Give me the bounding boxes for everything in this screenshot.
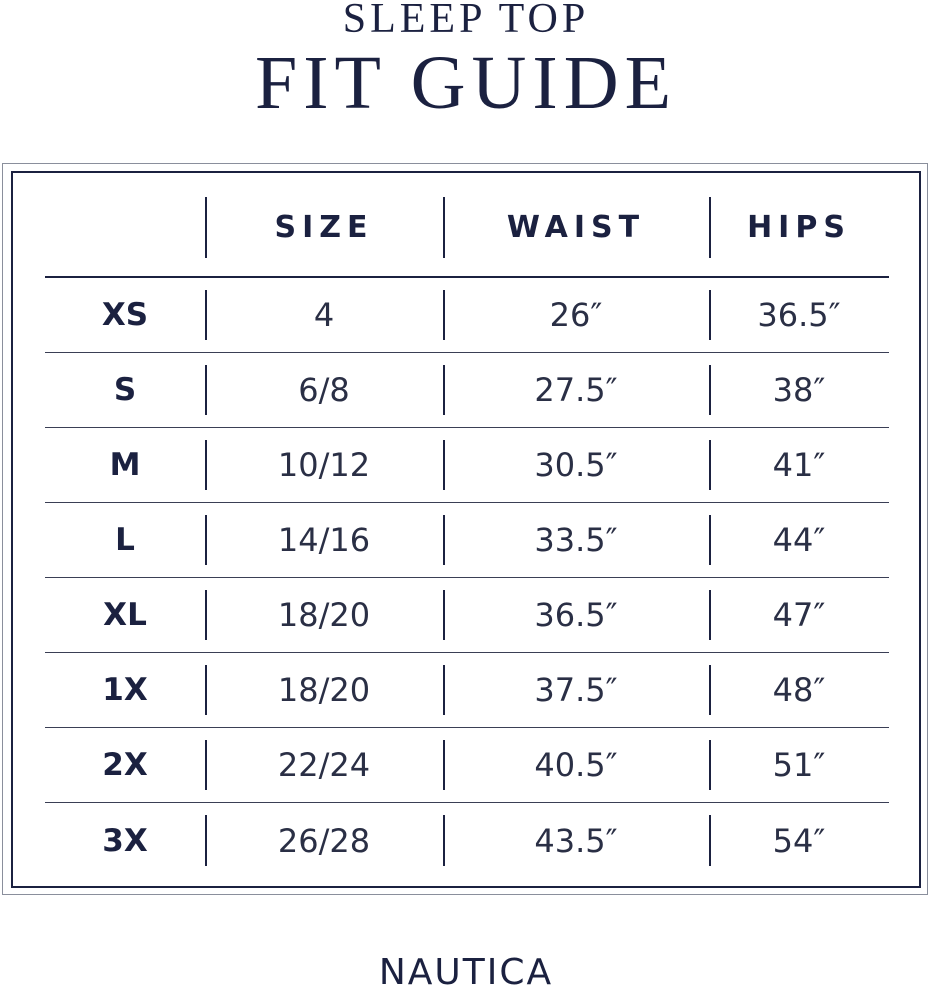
hips-cell (709, 428, 889, 502)
hips-cell (709, 353, 889, 427)
table-row (45, 578, 889, 653)
hips-cell (709, 653, 889, 727)
row-label-cell (45, 278, 205, 352)
header-size (205, 195, 443, 276)
row-label: XL (103, 597, 147, 633)
header-waist-label: WAIST (506, 210, 646, 245)
waist-cell (443, 803, 709, 878)
size-cell (205, 278, 443, 352)
size-cell (205, 428, 443, 502)
hips-cell (709, 578, 889, 652)
hips-cell (709, 803, 889, 878)
hips-cell (709, 728, 889, 802)
brand-logo: NAUTICA (378, 952, 554, 993)
waist-value: 33.5″ (534, 521, 618, 559)
header-hips-label: HIPS (747, 210, 851, 245)
table-row (45, 503, 889, 578)
row-label-cell (45, 578, 205, 652)
row-label-cell (45, 803, 205, 878)
title-line-2: FIT GUIDE (254, 41, 677, 125)
size-cell (205, 578, 443, 652)
row-label: 1X (102, 672, 148, 708)
hips-value: 48″ (772, 671, 826, 709)
waist-cell (443, 653, 709, 727)
hips-cell (709, 278, 889, 352)
header-hips (709, 195, 889, 276)
hips-value: 47″ (772, 596, 826, 634)
size-value: 22/24 (277, 746, 371, 784)
title-line-1: SLEEP TOP (342, 0, 590, 42)
size-cell (205, 728, 443, 802)
hips-value: 54″ (772, 821, 826, 860)
size-value: 14/16 (277, 521, 371, 559)
size-value: 18/20 (277, 596, 371, 634)
size-value: 18/20 (277, 671, 371, 709)
waist-cell (443, 278, 709, 352)
row-label: S (113, 372, 137, 408)
waist-cell (443, 353, 709, 427)
row-label: M (109, 447, 141, 483)
waist-cell (443, 503, 709, 577)
header-blank (45, 195, 205, 276)
waist-value: 26″ (549, 296, 603, 334)
size-cell (205, 503, 443, 577)
table-row (45, 353, 889, 428)
table-row (45, 803, 889, 878)
hips-value: 36.5″ (757, 296, 841, 334)
size-cell (205, 803, 443, 878)
row-label-cell (45, 353, 205, 427)
row-label: L (115, 522, 135, 558)
waist-cell (443, 578, 709, 652)
size-value: 6/8 (298, 371, 350, 409)
waist-value: 40.5″ (534, 746, 618, 784)
fit-guide-table (45, 195, 889, 878)
waist-value: 43.5″ (534, 821, 618, 860)
hips-value: 38″ (772, 371, 826, 409)
table-row (45, 653, 889, 728)
waist-value: 36.5″ (534, 596, 618, 634)
table-row (45, 428, 889, 503)
hips-value: 41″ (772, 446, 826, 484)
table-row (45, 278, 889, 353)
size-cell (205, 653, 443, 727)
row-label-cell (45, 503, 205, 577)
table-row (45, 728, 889, 803)
row-label: XS (101, 297, 149, 333)
size-value: 10/12 (277, 446, 371, 484)
header-size-label: SIZE (274, 210, 374, 245)
hips-value: 51″ (772, 746, 826, 784)
hips-value: 44″ (772, 521, 826, 559)
table-header-row (45, 195, 889, 278)
size-cell (205, 353, 443, 427)
waist-cell (443, 728, 709, 802)
row-label-cell (45, 728, 205, 802)
waist-cell (443, 428, 709, 502)
waist-value: 37.5″ (534, 671, 618, 709)
hips-cell (709, 503, 889, 577)
size-value: 26/28 (277, 821, 371, 860)
row-label-cell (45, 428, 205, 502)
waist-value: 30.5″ (534, 446, 618, 484)
row-label: 3X (102, 822, 148, 859)
row-label: 2X (102, 747, 148, 783)
size-value: 4 (313, 296, 335, 334)
waist-value: 27.5″ (534, 371, 618, 409)
header-waist (443, 195, 709, 276)
row-label-cell (45, 653, 205, 727)
